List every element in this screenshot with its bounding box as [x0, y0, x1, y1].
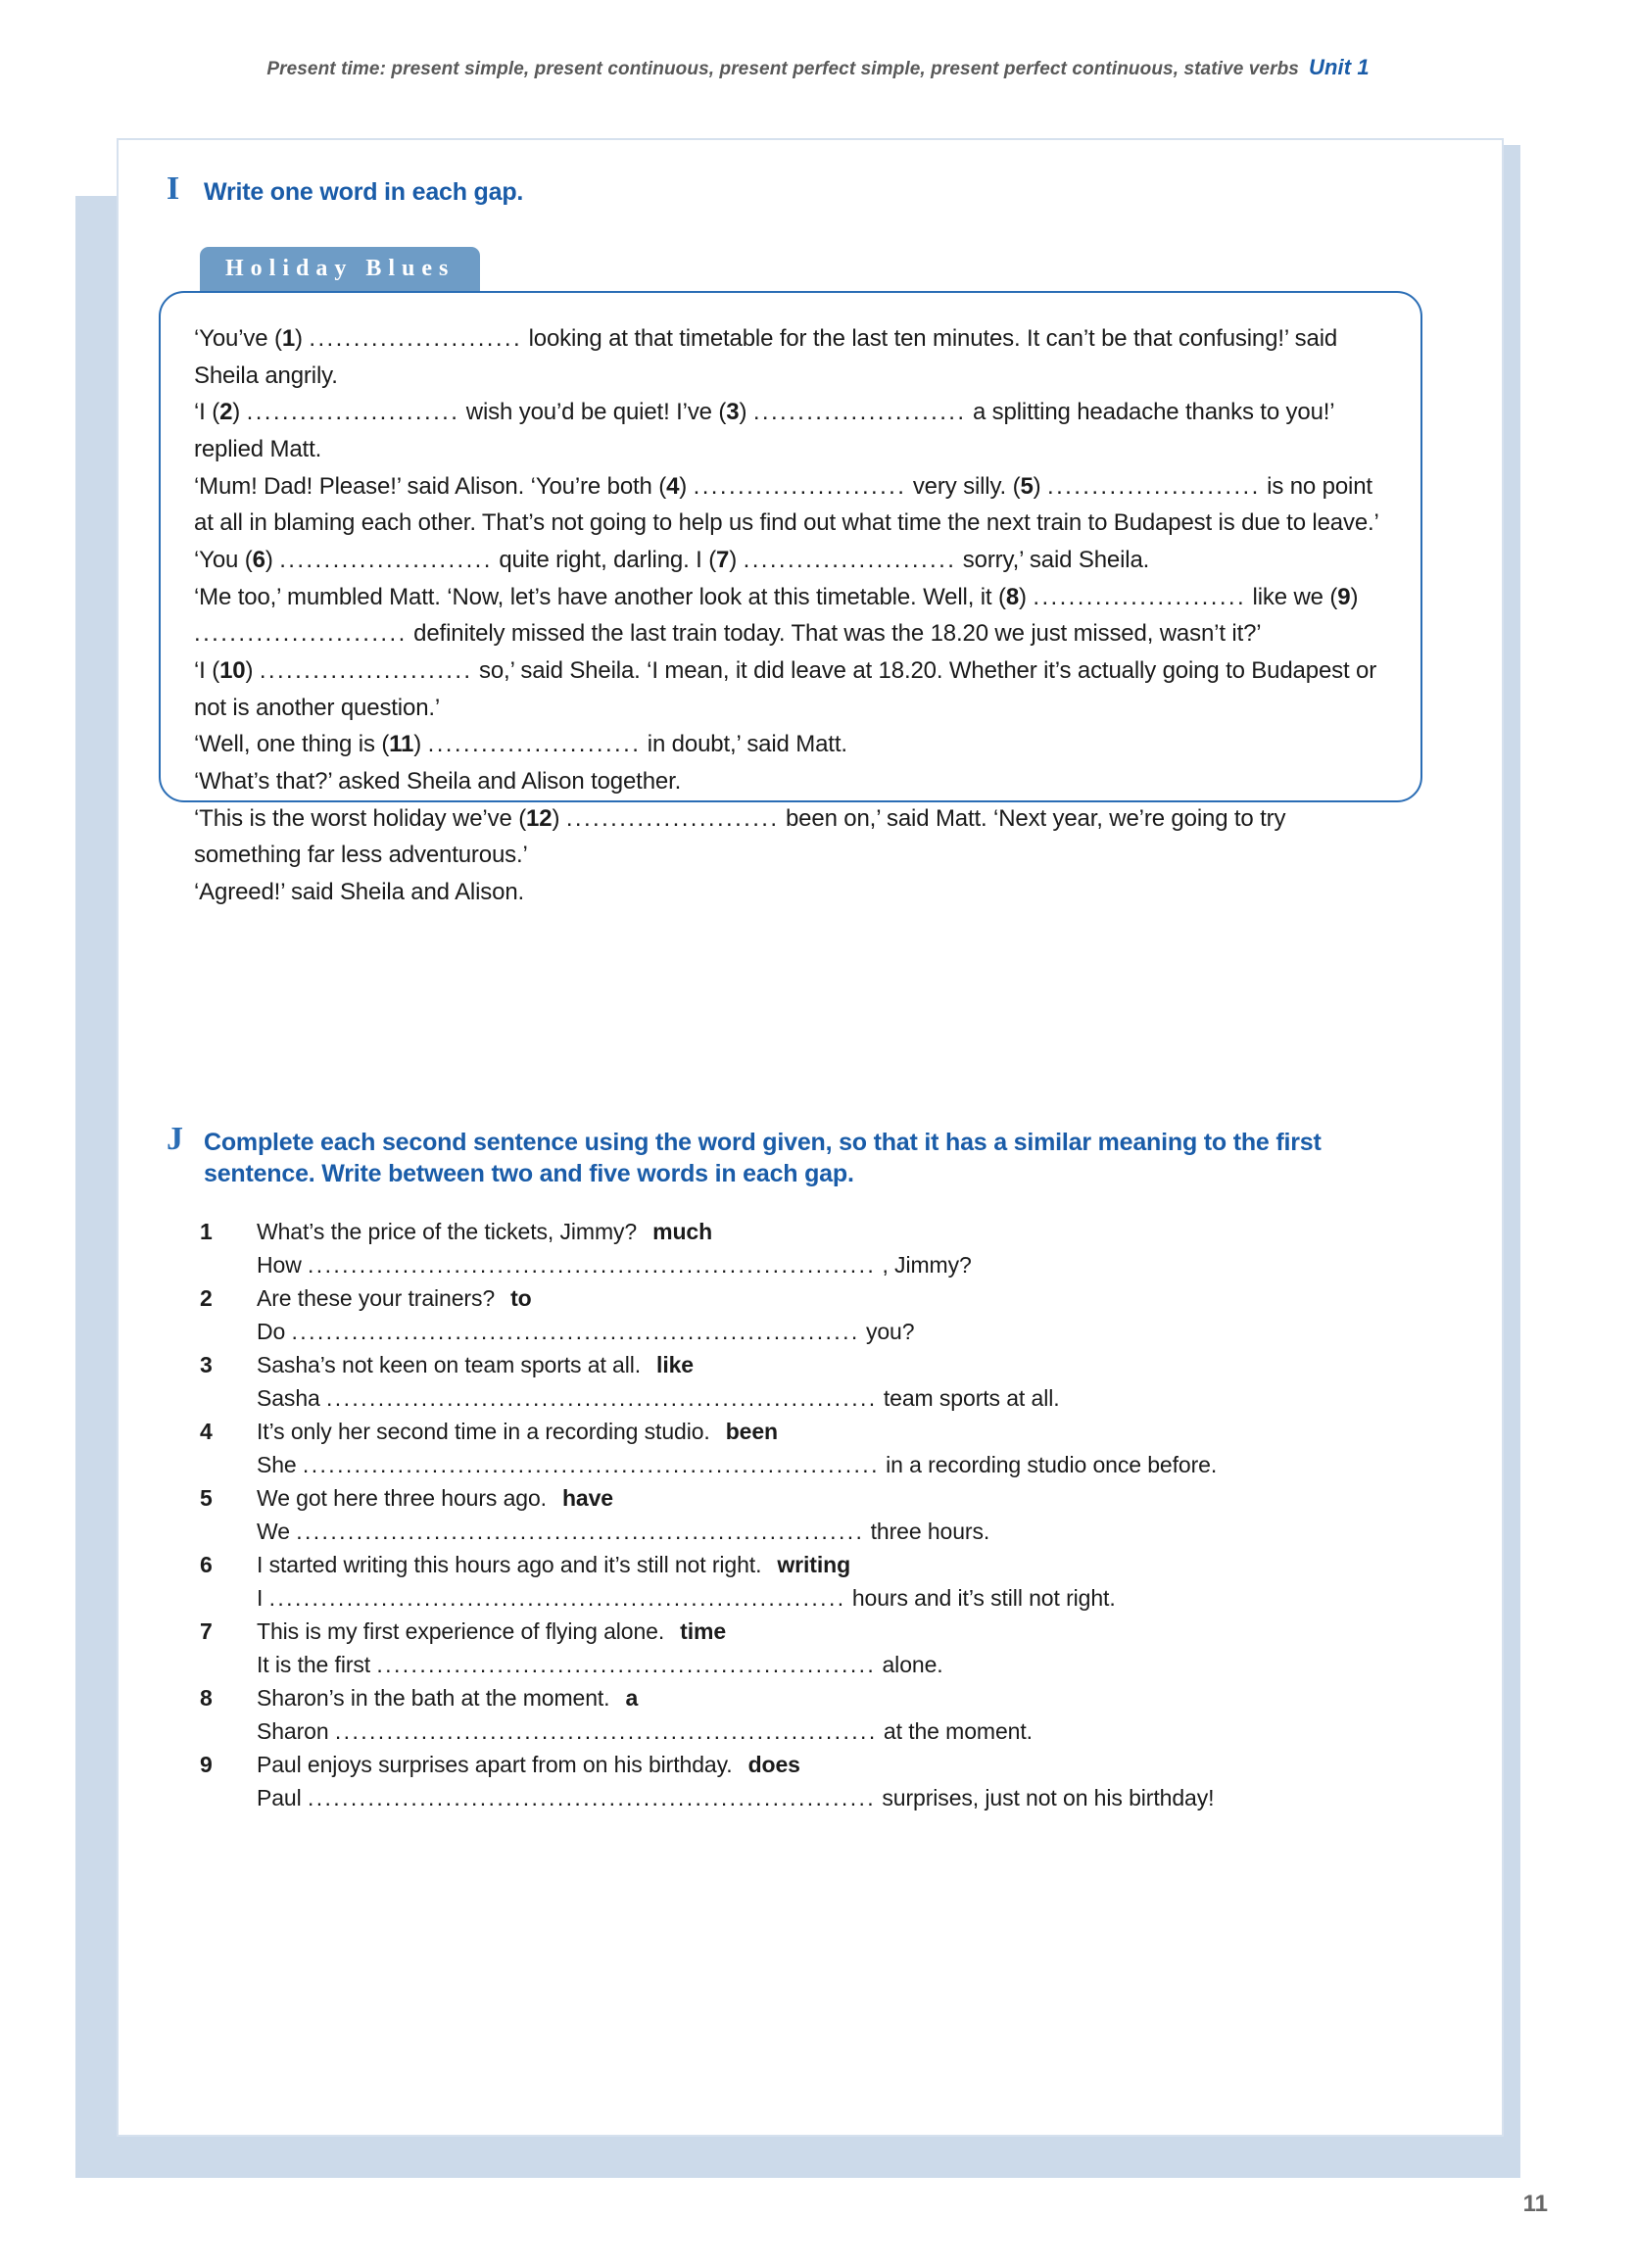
item-answer-row: [200, 1249, 1405, 1281]
item-answer-start: Do: [257, 1318, 292, 1344]
item-answer-start: Sasha: [257, 1384, 327, 1411]
passage-line: ‘I (10) ........................ so,’ said Sheila. ‘I mean, it did leave at 18.20. Whether it’s actually going to Budapest or not is another question.’: [194, 657, 1377, 721]
gap-number: 10: [219, 657, 246, 685]
exercise-j-item: [200, 1416, 1405, 1481]
item-answer-end: you?: [859, 1318, 915, 1344]
answer-gap[interactable]: ...................................................................: [302, 1451, 880, 1477]
item-key-word: been: [725, 1419, 778, 1444]
passage-line: ‘Mum! Dad! Please!’ said Alison. ‘You’re both (4) ........................ very silly. (5) ........................ is no point at all in blaming each other. That’s not going to help us find out what time the next train to Budapest is due to leave.’: [194, 472, 1379, 537]
answer-gap[interactable]: ........................: [309, 325, 523, 352]
item-number: 1: [200, 1219, 213, 1244]
item-prompt-row: [200, 1482, 1405, 1515]
item-answer-row: [200, 1782, 1405, 1814]
item-number: 4: [200, 1419, 213, 1444]
item-key-word: have: [561, 1485, 613, 1511]
gap-number: 7: [716, 547, 730, 574]
running-head: [0, 55, 1636, 80]
item-prompt-sentence: Paul enjoys surprises apart from on his birthday. does: [257, 1752, 800, 1777]
item-answer-row: [200, 1649, 1405, 1681]
passage-line: ‘You’ve (1) ........................ looking at that timetable for the last ten minutes. It can’t be that confusing!’ said Sheila angrily.: [194, 325, 1338, 389]
gap-number: 3: [726, 399, 740, 426]
gap-number: 11: [389, 731, 414, 758]
gap-number: 4: [666, 472, 680, 500]
item-answer-end: , Jimmy?: [876, 1251, 972, 1278]
passage-line: ‘I (2) ........................ wish you’d be quiet! I’ve (3) ........................ a splitting headache thanks to you!’ replied Matt.: [194, 399, 1334, 463]
exercise-j-item: [200, 1616, 1405, 1681]
answer-gap[interactable]: ........................: [246, 399, 460, 426]
item-prompt-sentence: We got here three hours ago. have: [257, 1485, 613, 1511]
answer-gap[interactable]: ...................................................................: [268, 1584, 846, 1611]
item-key-word: like: [656, 1352, 694, 1377]
running-head-text: Present time: present simple, present continuous, present perfect simple, present perfect continuous, stative verbs: [266, 59, 1299, 79]
answer-gap[interactable]: ..................................................................: [307, 1784, 877, 1810]
exercise-j-item: [200, 1749, 1405, 1814]
item-number: 8: [200, 1685, 213, 1711]
answer-gap[interactable]: ...............................................................: [334, 1717, 878, 1744]
item-answer-start: I: [257, 1584, 269, 1611]
answer-gap[interactable]: ..................................................................: [296, 1518, 865, 1544]
gap-number: 12: [526, 804, 553, 832]
item-answer-row: [200, 1582, 1405, 1615]
answer-gap[interactable]: ..................................................................: [308, 1251, 877, 1278]
item-answer-end: three hours.: [864, 1518, 990, 1544]
item-prompt-row: [200, 1282, 1405, 1315]
holiday-blues-banner-title: Holiday Blues: [225, 256, 456, 281]
item-key-word: much: [652, 1219, 713, 1244]
item-answer-end: team sports at all.: [877, 1384, 1060, 1411]
passage-line: ‘Agreed!’ said Sheila and Alison.: [194, 879, 525, 906]
answer-gap[interactable]: ........................: [752, 399, 967, 426]
item-prompt-sentence: What’s the price of the tickets, Jimmy? much: [257, 1219, 713, 1244]
item-answer-row: [200, 1715, 1405, 1748]
item-answer-row: [200, 1449, 1405, 1481]
gap-number: 6: [252, 547, 265, 574]
item-answer-end: at the moment.: [877, 1717, 1033, 1744]
page-number: 11: [1522, 2191, 1548, 2217]
item-key-word: a: [625, 1685, 639, 1711]
item-prompt-row: [200, 1749, 1405, 1781]
item-prompt-sentence: Sharon’s in the bath at the moment. a: [257, 1685, 639, 1711]
item-prompt-row: [200, 1349, 1405, 1381]
exercise-j-item: [200, 1282, 1405, 1348]
gap-number: 2: [219, 399, 233, 426]
item-answer-row: [200, 1382, 1405, 1415]
exercise-j-letter: J: [167, 1121, 183, 1157]
answer-gap[interactable]: ................................................................: [326, 1384, 878, 1411]
item-number: 3: [200, 1352, 213, 1377]
exercise-j-item: [200, 1482, 1405, 1548]
answer-gap[interactable]: ..........................................................: [376, 1651, 877, 1677]
item-number: 6: [200, 1552, 213, 1577]
answer-gap[interactable]: ........................: [565, 804, 780, 832]
exercise-j-item: [200, 1682, 1405, 1748]
exercise-i-letter: I: [167, 170, 180, 207]
item-answer-start: Paul: [257, 1784, 308, 1810]
unit-label: Unit 1: [1308, 55, 1370, 79]
item-answer-end: alone.: [876, 1651, 943, 1677]
item-answer-end: hours and it’s still not right.: [845, 1584, 1116, 1611]
passage-line: ‘Me too,’ mumbled Matt. ‘Now, let’s have another look at this timetable. Well, it (8) ........................ like we (9) ........................ definitely missed the last train today. That was the 18.20 we just missed, wasn’t it?’: [194, 583, 1359, 648]
item-key-word: writing: [777, 1552, 851, 1577]
gap-number: 9: [1337, 583, 1351, 610]
passage-line: ‘This is the worst holiday we’ve (12) ........................ been on,’ said Matt. ‘Next year, we’re going to try something far less adventurous.’: [194, 804, 1286, 869]
gap-number: 5: [1020, 472, 1034, 500]
answer-gap[interactable]: ........................: [259, 657, 473, 685]
answer-gap[interactable]: ........................: [427, 731, 642, 758]
item-prompt-sentence: It’s only her second time in a recording studio. been: [257, 1419, 778, 1444]
passage-line: ‘Well, one thing is (11) ........................ in doubt,’ said Matt.: [194, 731, 847, 758]
item-prompt-row: [200, 1682, 1405, 1714]
answer-gap[interactable]: ..................................................................: [291, 1318, 860, 1344]
item-number: 2: [200, 1285, 213, 1311]
item-prompt-row: [200, 1616, 1405, 1648]
item-prompt-row: [200, 1416, 1405, 1448]
item-prompt-sentence: Are these your trainers? to: [257, 1285, 532, 1311]
passage-line: ‘What’s that?’ asked Sheila and Alison together.: [194, 768, 682, 796]
answer-gap[interactable]: ........................: [1033, 583, 1247, 610]
item-key-word: to: [510, 1285, 532, 1311]
item-answer-row: [200, 1516, 1405, 1548]
holiday-blues-banner: [200, 247, 480, 293]
item-answer-start: How: [257, 1251, 309, 1278]
item-answer-start: Sharon: [257, 1717, 335, 1744]
item-answer-start: It is the first: [257, 1651, 377, 1677]
passage-line: ‘You (6) ........................ quite right, darling. I (7) ........................ sorry,’ said Sheila.: [194, 547, 1150, 574]
answer-gap[interactable]: ........................: [693, 472, 907, 500]
item-number: 7: [200, 1618, 213, 1644]
answer-gap[interactable]: ........................: [194, 620, 408, 648]
exercise-j-item-list: [200, 1216, 1405, 1815]
item-prompt-sentence: I started writing this hours ago and it’s still not right. writing: [257, 1552, 851, 1577]
gap-number: 8: [1005, 583, 1020, 610]
item-answer-start: We: [257, 1518, 297, 1544]
item-answer-start: She: [257, 1451, 303, 1477]
exercise-j-item: [200, 1549, 1405, 1615]
exercise-j-item: [200, 1349, 1405, 1415]
item-prompt-sentence: Sasha’s not keen on team sports at all. like: [257, 1352, 694, 1377]
item-number: 5: [200, 1485, 213, 1511]
gap-number: 1: [281, 325, 296, 352]
item-answer-row: [200, 1316, 1405, 1348]
answer-gap[interactable]: ........................: [279, 547, 493, 574]
item-answer-end: surprises, just not on his birthday!: [876, 1784, 1215, 1810]
item-number: 9: [200, 1752, 213, 1777]
exercise-j-item: [200, 1216, 1405, 1281]
item-key-word: does: [747, 1752, 800, 1777]
item-answer-end: in a recording studio once before.: [879, 1451, 1218, 1477]
item-prompt-sentence: This is my first experience of flying alone. time: [257, 1618, 727, 1644]
exercise-j-title: Complete each second sentence using the word given, so that it has a similar meaning to the first sentence. Write between two and five words in each gap.: [204, 1129, 1322, 1187]
item-prompt-row: [200, 1216, 1405, 1248]
exercise-i-title: Write one word in each gap.: [204, 178, 524, 206]
passage-text: [194, 320, 1394, 911]
answer-gap[interactable]: ........................: [1047, 472, 1261, 500]
item-key-word: time: [680, 1618, 727, 1644]
answer-gap[interactable]: ........................: [743, 547, 957, 574]
item-prompt-row: [200, 1549, 1405, 1581]
